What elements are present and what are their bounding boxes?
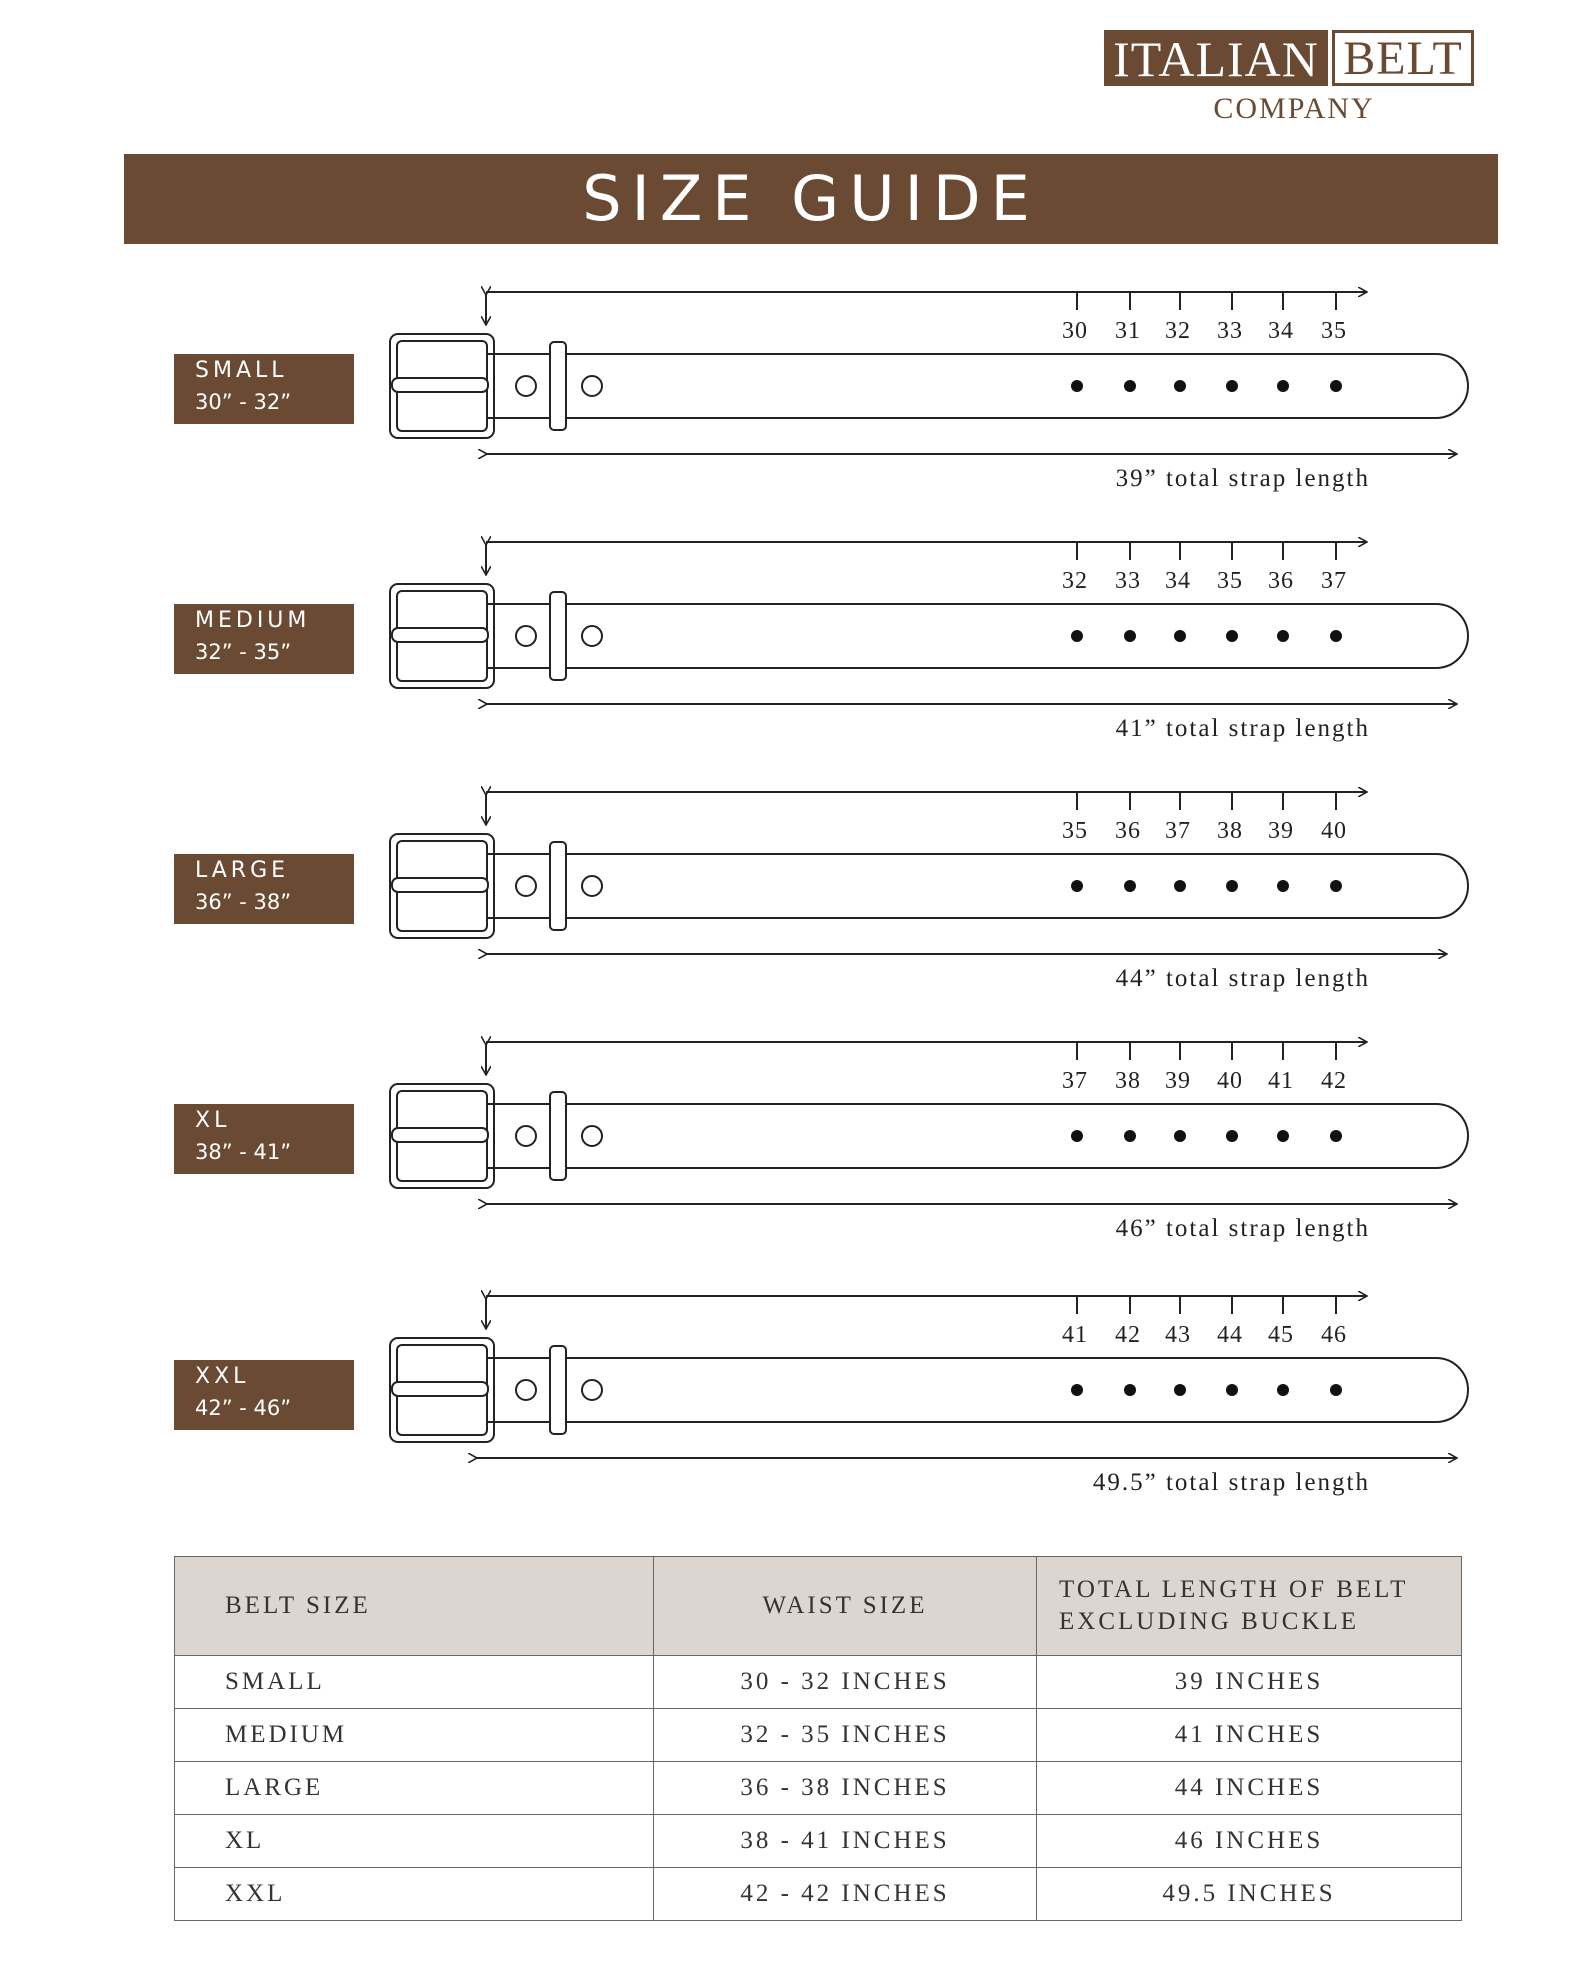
belt-diagrams [0,270,1588,1510]
cell-belt-size: SMALL [175,1656,654,1709]
size-name: SMALL [195,358,288,383]
tick-label: 33 [1217,318,1243,344]
belt-hole [1226,630,1238,642]
size-name: MEDIUM [195,608,311,633]
cell-total-length: 44 INCHES [1037,1762,1462,1815]
cell-total-length: 39 INCHES [1037,1656,1462,1709]
tick-label: 44 [1217,1322,1243,1348]
belt-hole [1174,1384,1186,1396]
table-row [175,1656,1462,1709]
title-banner [124,154,1498,244]
size-name: XXL [195,1364,250,1389]
size-range: 30” - 32” [195,390,292,414]
belt-strap [486,354,1468,418]
logo-word-belt: BELT [1332,30,1474,86]
tick-label: 34 [1165,568,1191,594]
tick-label: 36 [1115,818,1141,844]
belt-hole [1277,630,1289,642]
company-logo [1104,30,1474,130]
belt-hole [1071,630,1083,642]
total-strap-length: 41” total strap length [1115,715,1370,742]
total-strap-length: 49.5” total strap length [1092,1469,1370,1496]
belt-hole [1277,1384,1289,1396]
logo-word-company: COMPANY [1213,92,1375,125]
tick-label: 38 [1115,1068,1141,1094]
belt-hole [1124,1384,1136,1396]
rivet-hole [582,1380,602,1400]
rivet-hole [516,876,536,896]
belt-diagram-small [390,292,1468,492]
belt-hole [1226,1384,1238,1396]
size-range: 42” - 46” [195,1396,292,1420]
belt-hole [1124,880,1136,892]
tick-label: 39 [1165,1068,1191,1094]
belt-strap [486,1358,1468,1422]
belt-hole [1330,1130,1342,1142]
size-name: XL [195,1108,231,1133]
belt-strap [486,1104,1468,1168]
buckle-prong [392,1382,488,1396]
tick-label: 35 [1321,318,1347,344]
belt-hole [1174,380,1186,392]
tick-label: 37 [1321,568,1347,594]
cell-belt-size: LARGE [175,1762,654,1815]
tick-label: 35 [1217,568,1243,594]
size-range: 36” - 38” [195,890,292,914]
buckle-prong [392,628,488,642]
tick-label: 31 [1115,318,1141,344]
header-waist-size: WAIST SIZE [654,1557,1037,1656]
tick-label: 40 [1217,1068,1243,1094]
tick-label: 37 [1062,1068,1088,1094]
size-range: 32” - 35” [195,640,292,664]
total-strap-length: 46” total strap length [1115,1215,1370,1242]
cell-waist-size: 36 - 38 INCHES [654,1762,1037,1815]
belt-keeper [550,1092,566,1180]
belt-hole [1124,630,1136,642]
belt-hole [1174,630,1186,642]
total-strap-length: 44” total strap length [1115,965,1370,992]
belt-hole [1226,380,1238,392]
belt-keeper [550,592,566,680]
tick-label: 37 [1165,818,1191,844]
belt-diagram-large [390,792,1468,992]
table-header-row [175,1557,1462,1656]
tick-label: 45 [1268,1322,1294,1348]
rivet-hole [582,876,602,896]
belt-hole [1277,1130,1289,1142]
belt-diagram-xl [390,1042,1468,1242]
belt-hole [1277,380,1289,392]
cell-waist-size: 32 - 35 INCHES [654,1709,1037,1762]
buckle-prong [392,378,488,392]
cell-belt-size: XL [175,1815,654,1868]
tick-label: 42 [1321,1068,1347,1094]
belt-diagram-medium [390,542,1468,742]
tick-label: 34 [1268,318,1294,344]
rivet-hole [582,376,602,396]
total-strap-length: 39” total strap length [1115,465,1370,492]
belt-hole [1124,1130,1136,1142]
size-range: 38” - 41” [195,1140,292,1164]
tick-label: 43 [1165,1322,1191,1348]
rivet-hole [516,1126,536,1146]
tick-label: 32 [1062,568,1088,594]
table-row [175,1762,1462,1815]
tick-label: 38 [1217,818,1243,844]
header-total-length [1037,1557,1462,1656]
belt-keeper [550,842,566,930]
header-belt-size: BELT SIZE [175,1557,654,1656]
belt-keeper [550,1346,566,1434]
logo-word-italian: ITALIAN [1104,30,1328,86]
cell-waist-size: 38 - 41 INCHES [654,1815,1037,1868]
buckle-prong [392,1128,488,1142]
belt-hole [1277,880,1289,892]
cell-belt-size: XXL [175,1868,654,1921]
tick-label: 40 [1321,818,1347,844]
size-name: LARGE [195,858,290,883]
rivet-hole [516,376,536,396]
belt-diagram-xxl [390,1296,1468,1496]
belt-hole [1330,880,1342,892]
rivet-hole [582,1126,602,1146]
belt-hole [1124,380,1136,392]
table-row [175,1815,1462,1868]
tick-label: 42 [1115,1322,1141,1348]
belt-hole [1226,880,1238,892]
cell-waist-size: 30 - 32 INCHES [654,1656,1037,1709]
header-total-length-line2: EXCLUDING BUCKLE [1059,1608,1360,1635]
belt-hole [1071,380,1083,392]
cell-waist-size: 42 - 42 INCHES [654,1868,1037,1921]
tick-label: 30 [1062,318,1088,344]
page-title: SIZE GUIDE [582,162,1040,235]
tick-label: 39 [1268,818,1294,844]
tick-label: 35 [1062,818,1088,844]
belt-hole [1174,1130,1186,1142]
tick-label: 41 [1268,1068,1294,1094]
cell-belt-size: MEDIUM [175,1709,654,1762]
header-total-length-line1: TOTAL LENGTH OF BELT [1059,1576,1409,1603]
belt-hole [1174,880,1186,892]
rivet-hole [516,1380,536,1400]
belt-strap [486,854,1468,918]
rivet-hole [582,626,602,646]
belt-keeper [550,342,566,430]
tick-label: 36 [1268,568,1294,594]
buckle-prong [392,878,488,892]
tick-label: 33 [1115,568,1141,594]
belt-hole [1330,630,1342,642]
tick-label: 46 [1321,1322,1347,1348]
rivet-hole [516,626,536,646]
tick-label: 41 [1062,1322,1088,1348]
cell-total-length: 49.5 INCHES [1037,1868,1462,1921]
cell-total-length: 41 INCHES [1037,1709,1462,1762]
table-row [175,1868,1462,1921]
belt-hole [1330,380,1342,392]
belt-hole [1071,1384,1083,1396]
belt-hole [1330,1384,1342,1396]
belt-hole [1071,880,1083,892]
belt-strap [486,604,1468,668]
table-row [175,1709,1462,1762]
tick-label: 32 [1165,318,1191,344]
cell-total-length: 46 INCHES [1037,1815,1462,1868]
belt-hole [1226,1130,1238,1142]
belt-hole [1071,1130,1083,1142]
size-table [174,1556,1462,1921]
